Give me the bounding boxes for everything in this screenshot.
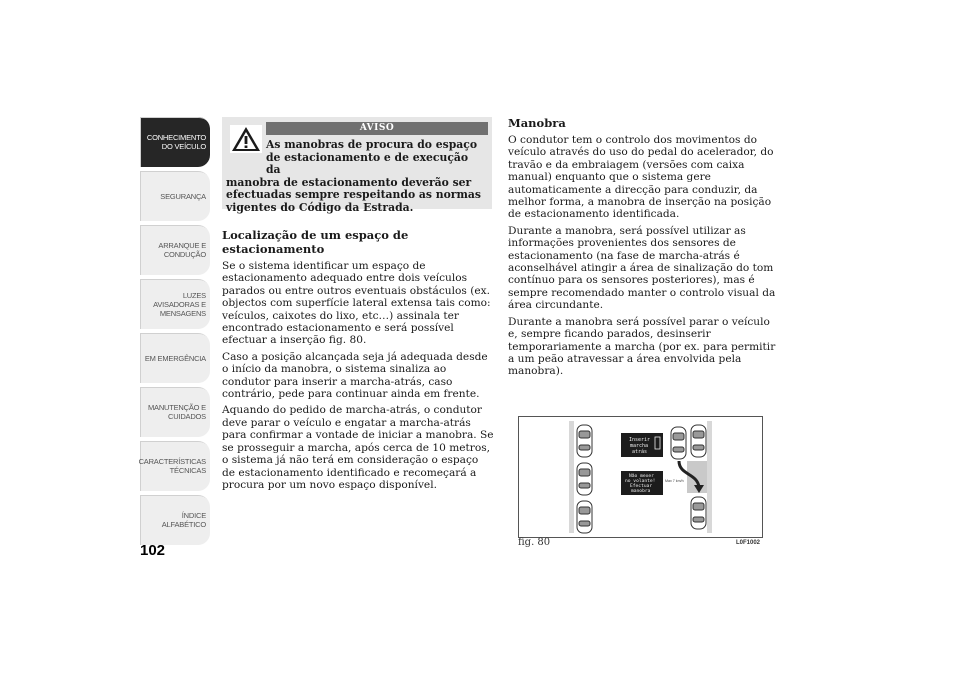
parking-illustration (519, 417, 762, 537)
display2-line: manobra (631, 489, 651, 494)
tab-manutencao-e-cuidados[interactable] (140, 387, 210, 437)
section-heading: Manobra (508, 116, 566, 130)
right-column (508, 116, 780, 382)
display2-line: Efectuar (630, 484, 653, 489)
paragraph: Durante a manobra, será possível utilizar as informações provenientes dos sensores de estacionamento (na fase de marcha-atrás é aconselhável atingir a área de sinalização do tom contínuo para os sensores posteriores), mas é sempre recomendado manter o controlo visual da área circundante. (508, 224, 776, 312)
page-number: 102 (140, 542, 166, 559)
tab-indice-alfabetico[interactable] (140, 495, 210, 545)
figure-caption: fig. 80 (518, 537, 551, 548)
tab-caracteristicas-tecnicas[interactable] (140, 441, 210, 491)
display2-line: Não mexer (629, 474, 654, 479)
car-icon (577, 425, 592, 457)
parking-figure (518, 416, 763, 538)
paragraph: Caso a posição alcançada seja já adequada desde o início da manobra, o sistema sinaliza ao condutor para inserir a marcha-atrás, caso contrário, pede para continuar ainda em frente. (222, 350, 488, 401)
warning-box (222, 117, 492, 214)
tab-label: CARACTERÍSTICAS TÉCNICAS (138, 457, 206, 475)
tab-label: CONHECIMENTO DO VEÍCULO (146, 133, 206, 151)
left-curb (569, 421, 574, 533)
display2-line: no volante! (625, 479, 656, 484)
tab-label: MANUTENÇÃO E CUIDADOS (147, 403, 206, 421)
tab-em-emergencia[interactable] (140, 333, 210, 383)
tab-label: LUZES AVISADORAS E MENSAGENS (153, 290, 206, 318)
display1-line: atrás (632, 449, 648, 455)
paragraph: Durante a manobra será possível parar o veículo e, sempre ficando parados, desinserir temporariamente a marcha (por ex. para permitir a um peão atravessar a área envolvida pela manobra). (508, 315, 776, 378)
warning-line-2: de estacionamento e de execução da (266, 150, 469, 176)
paragraph: Aquando do pedido de marcha-atrás, o condutor deve parar o veículo e engatar a marcha-atrás para confirmar a vontade de iniciar a manobra. Se se prosseguir a marcha, após cerca de 10 metros, o sistema já não terá em consideração o espaço de estacionamento identificado e recomeçará a procura por um novo espaço disponível. (222, 404, 494, 491)
right-curb (707, 421, 712, 533)
warning-line-1: As manobras de procura do espaço (266, 138, 478, 151)
warning-rest: manobra de estacionamento deverão ser efectuadas sempre respeitando as normas vigentes do Código da Estrada. (226, 175, 481, 214)
tab-luzes-avisadoras[interactable] (140, 279, 210, 329)
left-column (222, 228, 494, 495)
car-icon (577, 501, 592, 533)
tab-label: SEGURANÇA (160, 191, 206, 201)
tab-seguranca[interactable] (140, 171, 210, 221)
tab-label: ARRANQUE E CONDUÇÃO (158, 241, 206, 259)
figure-code: L0F1002 (736, 540, 761, 546)
speed-label: Max 7 km/h (665, 479, 684, 483)
paragraph: O condutor tem o controlo dos movimentos do veículo através do uso do pedal do acelerador, do travão e da embraiagem (versões com caixa manual) enquanto que o sistema gere automaticamente a direcção para conduzir, da melhor forma, a manobra de inserção na posição de estacionamento identificada. (508, 134, 774, 221)
warning-text (226, 139, 486, 214)
car-icon (577, 463, 592, 495)
car-icon (691, 425, 706, 457)
tab-label: EM EMERGÊNCIA (144, 353, 206, 363)
car-icon (691, 497, 706, 529)
section-heading: Localização de um espaço de estacionamento (222, 228, 409, 256)
display1-line: Inserir (629, 437, 651, 443)
maneuvering-car-icon (671, 427, 686, 459)
tab-conhecimento-do-veiculo[interactable] (140, 117, 210, 167)
warning-header: AVISO (266, 122, 488, 135)
tab-arranque-e-conducao[interactable] (140, 225, 210, 275)
paragraph: Se o sistema identificar um espaço de estacionamento adequado entre dois veículos parados ou entre outros eventuais obstáculos (ex. objectos com superfície lateral extensa tais como: veículos, caixotes do lixo, etc…) assinala ter encontrado estacionamento e será possível efectuar a inserção fig. 80. (222, 260, 491, 347)
tab-label: ÍNDICE ALFABÉTICO (161, 511, 206, 529)
display1-line: marcha (630, 443, 649, 449)
